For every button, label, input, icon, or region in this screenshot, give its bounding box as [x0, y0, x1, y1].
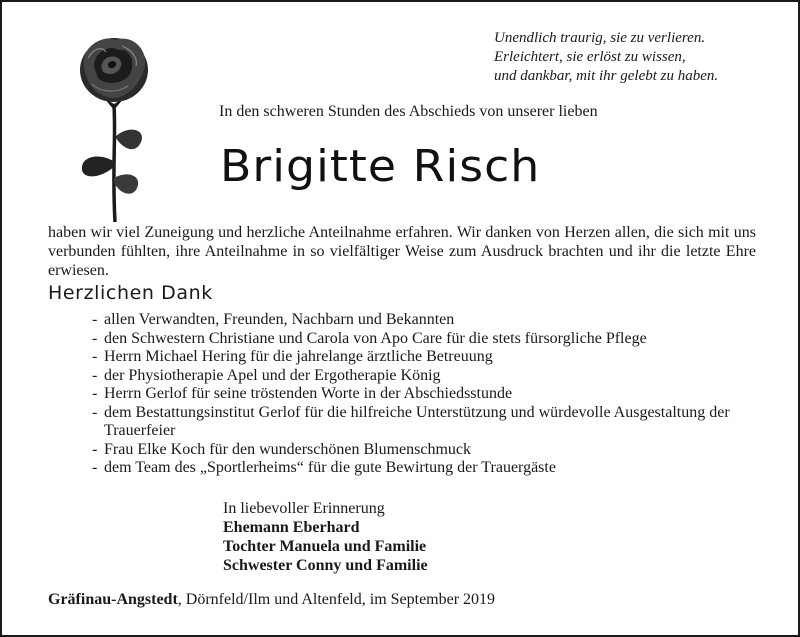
poem-line: und dankbar, mit ihr gelebt zu haben. — [494, 68, 719, 84]
list-item: - dem Bestattungsinstitut Gerlof für die hilfreiche Unterstützung und würdevolle Ausgestaltung der Trauerfeier — [92, 404, 772, 441]
signature-line: Ehemann Eberhard — [223, 519, 360, 536]
poem-line: Erleichtert, sie erlöst zu wissen, — [494, 49, 686, 65]
deceased-name: Brigitte Risch — [220, 141, 541, 192]
place-name: Gräfinau-Angstedt — [48, 591, 178, 608]
list-item: - Frau Elke Koch für den wunderschönen Blumenschmuck — [92, 441, 772, 460]
list-item: - Herrn Gerlof für seine tröstenden Worte in der Abschiedsstunde — [92, 385, 772, 404]
intro-text: In den schweren Stunden des Abschieds von unserer lieben — [219, 103, 598, 120]
list-item: - den Schwestern Christiane und Carola von Apo Care für die stets fürsorgliche Pflege — [92, 330, 772, 349]
rose-icon — [60, 28, 150, 224]
thanks-paragraph: haben wir viel Zuneigung und herzliche Anteilnahme erfahren. Wir danken von Herzen allen, die sich mit uns verbunden fühlten, ihre Anteilnahme in so vielfältiger Weise zum Ausdruck brachten und ihr die letzte Ehre erwiesen. — [48, 224, 756, 279]
list-item: - Herrn Michael Hering für die jahrelange ärztliche Betreuung — [92, 348, 772, 367]
place-rest: , Dörnfeld/Ilm und Altenfeld, im September 2019 — [177, 591, 496, 608]
signature-line: Schwester Conny und Familie — [223, 557, 428, 574]
closing-block — [223, 499, 428, 575]
closing-intro: In liebevoller Erinnerung — [223, 500, 385, 517]
poem — [494, 29, 718, 86]
list-item: - der Physiotherapie Apel und der Ergotherapie König — [92, 367, 772, 386]
thanks-heading: Herzlichen Dank — [48, 282, 213, 304]
list-item: - allen Verwandten, Freunden, Nachbarn und Bekannten — [92, 311, 772, 330]
signature-line: Tochter Manuela und Familie — [223, 538, 427, 555]
thanks-list — [92, 311, 772, 478]
poem-line: Unendlich traurig, sie zu verlieren. — [494, 30, 706, 46]
place-date-line — [48, 591, 495, 609]
list-item: - dem Team des „Sportlerheims“ für die gute Bewirtung der Trauergäste — [92, 459, 772, 478]
